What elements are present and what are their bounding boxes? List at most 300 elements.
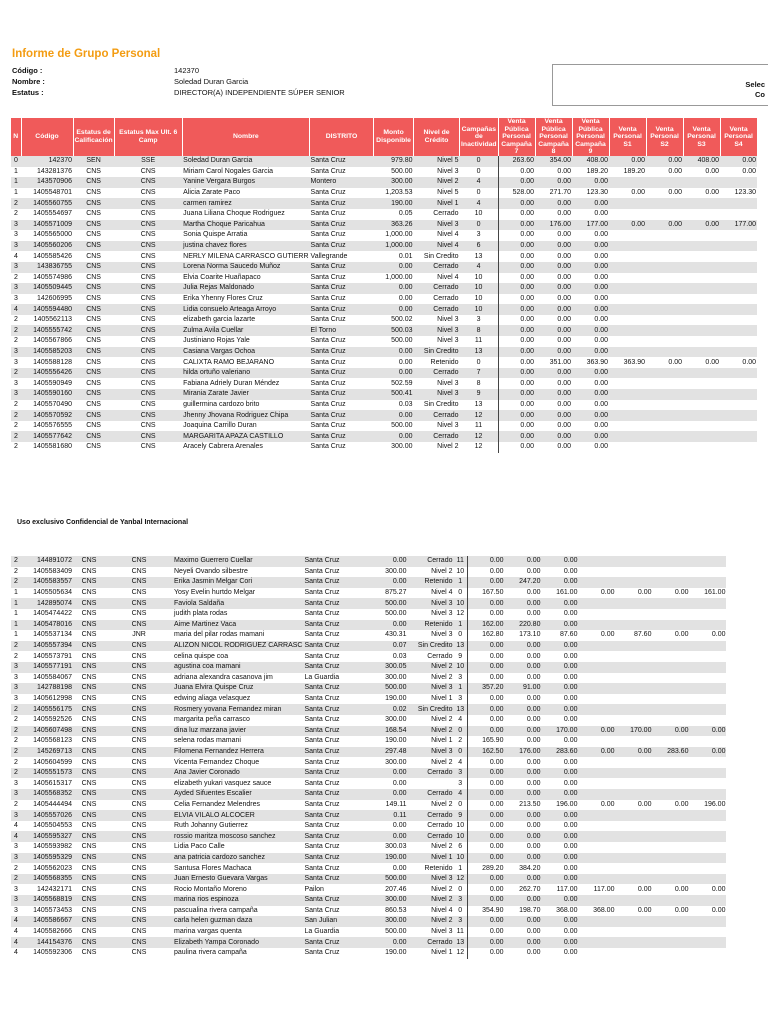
table-cell: 0.00: [498, 283, 535, 294]
table-cell: 11: [460, 336, 499, 347]
table-cell: 0.00: [557, 379, 572, 387]
table-cell: 300.00: [367, 916, 407, 927]
table-cell: Nivel 3: [431, 631, 453, 639]
table-cell: 0.00: [467, 598, 504, 609]
table-cell: [578, 810, 615, 821]
table-cell: Casiana Vargas Ochoa: [182, 347, 309, 358]
table-cell: CNS: [105, 937, 173, 948]
table-cell: Maximo Guerrero Cuellar: [173, 556, 303, 567]
table-cell: 0.00: [535, 304, 572, 315]
table-row: [11, 304, 757, 315]
table-cell: 0.11: [367, 810, 407, 821]
table-cell: 3: [14, 843, 18, 851]
table-cell: [615, 895, 652, 906]
table-cell: CNS: [86, 167, 101, 175]
table-cell: [615, 556, 652, 567]
table-cell: 0.00: [467, 768, 504, 779]
table-cell: 1405571009: [21, 220, 73, 231]
table-cell: Nivel 2: [431, 673, 453, 681]
table-cell: 1: [14, 610, 18, 618]
table-cell: CNS: [105, 577, 173, 588]
table-cell: 2: [11, 410, 21, 421]
table-cell: 0.00: [526, 673, 541, 681]
table-cell: [652, 916, 689, 927]
table-cell: 0.01: [398, 252, 413, 260]
table-cell: [689, 948, 726, 959]
table-cell: 3: [14, 906, 18, 914]
table-row: [11, 810, 726, 821]
table-cell: 0.00: [504, 662, 541, 673]
table-cell: [652, 620, 689, 631]
table-cell: 1405556426: [21, 368, 73, 379]
table-cell: 0.00: [535, 198, 572, 209]
table-cell: 0.00: [637, 885, 652, 893]
table-cell: 0.00: [594, 252, 609, 260]
table-cell: Nivel 2: [431, 843, 453, 851]
table-cell: 10: [453, 598, 467, 609]
table-cell: 189.20: [623, 167, 646, 175]
table-cell: 1405568123: [33, 737, 72, 745]
table-row: [11, 577, 726, 588]
table-cell: 13: [453, 641, 467, 652]
table-cell: CNS: [73, 598, 105, 609]
table-row: [11, 567, 726, 578]
table-cell: [615, 641, 652, 652]
table-cell: 0.00: [504, 895, 541, 906]
table-cell: 3: [14, 779, 18, 787]
table-cell: 0.00: [374, 304, 414, 315]
table-cell: [720, 304, 757, 315]
table-cell: 11: [453, 556, 467, 567]
confidential-note: Uso exclusivo Confidencial de Yanbal Internacional: [17, 519, 189, 526]
table-cell: 142606995: [36, 294, 72, 302]
table-cell: 144891072: [21, 556, 73, 567]
table-cell: 170.00: [615, 726, 652, 737]
table-cell: 500.00: [367, 598, 407, 609]
table-cell: 2: [11, 704, 21, 715]
table-row: [11, 683, 726, 694]
table-cell: Cerrado: [407, 556, 453, 567]
table-cell: 1405576555: [33, 422, 72, 430]
table-cell: Santa Cruz: [310, 389, 374, 400]
table-cell: [646, 198, 683, 209]
table-cell: Nivel 5: [414, 156, 460, 167]
table-cell: CNS: [114, 304, 182, 315]
table-row: [11, 641, 726, 652]
table-cell: [615, 662, 652, 673]
table-cell: 4: [14, 252, 18, 260]
table-cell: CNS: [86, 210, 101, 218]
table-cell: [578, 556, 615, 567]
table-cell: 0.00: [526, 567, 541, 575]
table-cell: [689, 662, 726, 673]
selection-box: [552, 64, 768, 106]
table-cell: 0.00: [541, 556, 578, 567]
table-row: [11, 694, 726, 705]
table-cell: 0.00: [526, 822, 541, 830]
table-cell: CNS: [131, 567, 147, 575]
table-cell: [578, 609, 615, 620]
table-cell: [578, 927, 615, 938]
table-cell: CNS: [73, 368, 114, 379]
table-cell: CNS: [105, 556, 173, 567]
table-cell: 9: [460, 389, 499, 400]
table-cell: Cerrado: [407, 768, 453, 779]
table-cell: 0.00: [711, 885, 726, 893]
table-cell: 4: [14, 822, 18, 830]
table-cell: CNS: [114, 368, 182, 379]
table-cell: CNS: [73, 662, 105, 673]
table-cell: 2: [11, 874, 21, 885]
table-cell: 190.00: [385, 695, 407, 703]
table-row: [11, 347, 757, 358]
table-cell: 408.00: [572, 156, 609, 167]
table-cell: 0.00: [637, 589, 652, 597]
table-cell: 0.00: [526, 716, 541, 724]
table-cell: [683, 325, 720, 336]
table-cell: 4: [460, 198, 499, 209]
table-cell: CNS: [73, 198, 114, 209]
table-cell: 196.00: [556, 800, 578, 808]
table-cell: 384.20: [519, 864, 541, 872]
table-cell: CNS: [131, 843, 147, 851]
table-cell: Nivel 4: [437, 231, 459, 239]
table-cell: 3: [11, 662, 21, 673]
table-cell: [646, 410, 683, 421]
table-cell: 0.00: [398, 358, 413, 366]
table-row: [11, 220, 757, 231]
table-cell: 1405595327: [21, 831, 73, 842]
table-cell: [609, 315, 646, 326]
table-cell: Soledad Duran Garcia: [182, 156, 309, 167]
table-row: [11, 177, 757, 188]
table-cell: 0.00: [557, 316, 572, 324]
table-cell: Ana Javier Coronado: [173, 768, 303, 779]
table-cell: 0.00: [467, 641, 504, 652]
table-cell: Lidia Paco Calle: [174, 843, 225, 851]
table-cell: 1405557394: [21, 641, 73, 652]
table-cell: 1405557026: [21, 810, 73, 821]
table-cell: [578, 683, 615, 694]
table-cell: 2: [11, 556, 21, 567]
table-cell: CNS: [131, 673, 147, 681]
table-cell: 300.00: [385, 758, 407, 766]
table-cell: CNS: [131, 800, 147, 808]
table-cell: 368.00: [556, 906, 578, 914]
table-cell: Erika Yhenny Flores Cruz: [183, 294, 263, 302]
table-cell: [646, 389, 683, 400]
table-cell: 0.00: [467, 831, 504, 842]
table-cell: 0.00: [498, 220, 535, 231]
table-cell: [615, 842, 652, 853]
table-cell: CNS: [73, 556, 105, 567]
table-cell: 0: [460, 188, 499, 199]
table-cell: [609, 410, 646, 421]
column-header: Venta Personal S3: [683, 118, 720, 156]
table-cell: 0.00: [572, 410, 609, 421]
table-cell: Santa Cruz: [303, 662, 367, 673]
table-cell: Nivel 4: [414, 241, 460, 252]
table-cell: marina rios espinoza: [173, 895, 303, 906]
table-cell: 860.53: [385, 906, 407, 914]
table-cell: 0.00: [594, 400, 609, 408]
table-cell: Santa Cruz: [310, 198, 374, 209]
table-cell: 0.00: [467, 916, 504, 927]
table-cell: 1405582666: [33, 928, 72, 936]
table-cell: CNS: [86, 422, 101, 430]
table-cell: [689, 736, 726, 747]
table-cell: 500.41: [374, 389, 414, 400]
table-cell: [646, 325, 683, 336]
table-cell: 2: [11, 368, 21, 379]
table-cell: 9: [453, 810, 467, 821]
table-cell: 3: [453, 673, 467, 684]
table-cell: CNS: [114, 283, 182, 294]
table-cell: 0.00: [563, 822, 578, 830]
table-cell: [652, 821, 689, 832]
table-cell: 0.00: [504, 598, 541, 609]
table-cell: [578, 789, 615, 800]
table-cell: 0: [453, 726, 467, 737]
table-cell: 0: [460, 167, 499, 178]
table-cell: 1405594480: [21, 304, 73, 315]
table-cell: 4: [460, 177, 499, 188]
table-row: [11, 556, 726, 567]
table-cell: 1: [14, 189, 18, 197]
table-cell: [646, 177, 683, 188]
table-cell: [615, 768, 652, 779]
table-cell: [689, 620, 726, 631]
table-cell: MARGARITA APAZA CASTILLO: [182, 431, 309, 442]
table-cell: [652, 651, 689, 662]
table-cell: [615, 609, 652, 620]
table-cell: [578, 768, 615, 779]
table-cell: 2: [11, 577, 21, 588]
table-cell: 0: [453, 588, 467, 599]
table-cell: [646, 304, 683, 315]
table-cell: CNS: [81, 779, 97, 787]
table-cell: Santusa Flores Machaca: [174, 864, 252, 872]
table-cell: 0.00: [489, 800, 504, 808]
table-cell: [652, 937, 689, 948]
table-cell: 0.00: [374, 262, 414, 273]
table-cell: 1: [14, 631, 18, 639]
table-cell: Cerrado: [407, 789, 453, 800]
table-cell: 3: [11, 347, 21, 358]
table-cell: CNS: [105, 874, 173, 885]
table-row: [11, 357, 757, 368]
table-cell: [720, 378, 757, 389]
table-cell: [683, 177, 720, 188]
table-cell: [578, 662, 615, 673]
codigo-label: Código :: [12, 66, 43, 75]
table-cell: 0.00: [498, 389, 535, 400]
table-cell: [720, 177, 757, 188]
table-cell: 354.90: [482, 906, 504, 914]
table-cell: Cerrado: [407, 831, 453, 842]
table-cell: [652, 641, 689, 652]
table-cell: [683, 304, 720, 315]
table-row: [11, 715, 726, 726]
table-cell: 4: [11, 304, 21, 315]
table-cell: 0.00: [563, 652, 578, 660]
table-cell: [652, 842, 689, 853]
table-cell: [578, 778, 615, 789]
table-cell: Nivel 1: [431, 737, 453, 745]
table-cell: [689, 598, 726, 609]
table-cell: maria del pilar rodas mamani: [174, 631, 265, 639]
table-row: [11, 778, 726, 789]
table-cell: [720, 273, 757, 284]
table-cell: 1,000.00: [385, 231, 413, 239]
table-cell: [578, 673, 615, 684]
table-cell: 0.00: [467, 704, 504, 715]
table-cell: CNS: [140, 210, 156, 218]
table-cell: 161.00: [704, 589, 726, 597]
table-cell: 0.03: [392, 652, 407, 660]
table-cell: [652, 598, 689, 609]
table-cell: 189.20: [586, 167, 609, 175]
table-cell: 0.00: [572, 389, 609, 400]
table-cell: [615, 704, 652, 715]
table-cell: 271.70: [549, 189, 572, 197]
table-cell: [689, 641, 726, 652]
table-cell: Nivel 3: [431, 928, 453, 936]
table-cell: [720, 325, 757, 336]
table-cell: [578, 757, 615, 768]
table-row: [11, 948, 726, 959]
table-cell: CNS: [86, 231, 101, 239]
table-cell: 8: [460, 325, 499, 336]
table-cell: [689, 556, 726, 567]
table-cell: [720, 262, 757, 273]
table-cell: CNS: [114, 325, 182, 336]
table-cell: 0.00: [674, 631, 689, 639]
table-cell: 500.00: [367, 874, 407, 885]
table-cell: NERLY MILENA CARRASCO GUTIERR: [183, 252, 309, 260]
table-cell: 1405555742: [21, 325, 73, 336]
table-cell: 408.00: [683, 156, 720, 167]
table-cell: Yanine Vergara Burgos: [182, 177, 309, 188]
table-cell: 0: [453, 747, 467, 758]
table-cell: 0.00: [498, 410, 535, 421]
table-cell: 0.00: [572, 347, 609, 358]
table-cell: 0.00: [504, 641, 541, 652]
table-cell: 1405560755: [21, 198, 73, 209]
table-cell: dina luz marzana javier: [173, 726, 303, 737]
table-cell: CNS: [86, 358, 101, 366]
table-cell: 1405581680: [33, 443, 72, 451]
table-cell: Nivel 4: [431, 589, 453, 597]
table-cell: 0.00: [535, 431, 572, 442]
table-cell: 0.00: [526, 695, 541, 703]
table-cell: [652, 874, 689, 885]
table-cell: Santa Cruz: [310, 368, 374, 379]
table-cell: 2: [11, 726, 21, 737]
table-cell: 220.80: [504, 620, 541, 631]
table-cell: 0.00: [563, 928, 578, 936]
table-cell: Nivel 2: [431, 758, 453, 766]
table-cell: 0.00: [541, 768, 578, 779]
table-cell: [720, 442, 757, 453]
table-cell: [683, 400, 720, 411]
table-cell: 207.46: [385, 885, 407, 893]
table-cell: 196.00: [704, 800, 726, 808]
table-cell: 0.00: [489, 610, 504, 618]
table-cell: 0.00: [711, 906, 726, 914]
table-cell: 0.00: [489, 695, 504, 703]
table-cell: 0.00: [541, 810, 578, 821]
table-cell: 1: [453, 577, 467, 588]
table-cell: [646, 230, 683, 241]
table-cell: CNS: [105, 916, 173, 927]
table-cell: Nivel 2: [437, 443, 459, 451]
table-cell: 13: [460, 251, 499, 262]
table-cell: 0.00: [594, 273, 609, 281]
table-cell: 0.00: [498, 368, 535, 379]
table-cell: 3: [14, 231, 18, 239]
table-cell: CNS: [86, 443, 101, 451]
table-cell: 430.31: [385, 631, 407, 639]
table-cell: Nivel 3: [414, 220, 460, 231]
table-cell: [689, 916, 726, 927]
table-cell: CNS: [81, 885, 97, 893]
table-cell: Zulma Avila Cuellar: [182, 325, 309, 336]
table-cell: 0.00: [520, 358, 535, 366]
table-cell: 0.00: [578, 726, 615, 737]
column-header: Estatus Max Ult. 6 Camp: [114, 118, 182, 156]
table-cell: CNS: [140, 189, 156, 197]
table-cell: 0.00: [563, 843, 578, 851]
table-cell: 3: [11, 262, 21, 273]
table-cell: 161.00: [556, 589, 578, 597]
table-cell: 3: [453, 694, 467, 705]
table-cell: 13: [460, 400, 499, 411]
table-cell: 11: [453, 927, 467, 938]
table-cell: Elizabeth Yampa Coronado: [173, 937, 303, 948]
table-cell: 0.00: [674, 589, 689, 597]
table-cell: [615, 831, 652, 842]
table-cell: 2: [11, 768, 21, 779]
table-cell: [689, 567, 726, 578]
table-cell: Vallegrande: [310, 252, 348, 260]
table-cell: 0.00: [504, 853, 541, 864]
table-cell: [683, 273, 720, 284]
table-cell: 300.00: [367, 895, 407, 906]
table-cell: CNS: [105, 831, 173, 842]
table-cell: 368.00: [593, 906, 615, 914]
table-cell: 263.60: [498, 156, 535, 167]
table-cell: 0.00: [374, 368, 414, 379]
table-cell: Julia Rejas Maldonado: [182, 283, 309, 294]
table-cell: [578, 916, 615, 927]
table-cell: [615, 577, 652, 588]
table-cell: Faviola Saldaña: [173, 598, 303, 609]
table-row: [11, 209, 757, 220]
table-cell: Santa Cruz: [310, 379, 346, 387]
column-header: Monto Disponible: [374, 118, 414, 156]
table-cell: [689, 927, 726, 938]
table-cell: [609, 368, 646, 379]
table-cell: [609, 241, 646, 252]
table-cell: Juana Elvira Quispe Cruz: [173, 683, 303, 694]
table-cell: 0.00: [498, 347, 535, 358]
table-cell: La Guardia: [304, 928, 340, 936]
table-cell: CNS: [81, 589, 97, 597]
table-cell: Retenido: [430, 358, 459, 366]
table-cell: 363.90: [623, 358, 646, 366]
table-cell: [578, 736, 615, 747]
